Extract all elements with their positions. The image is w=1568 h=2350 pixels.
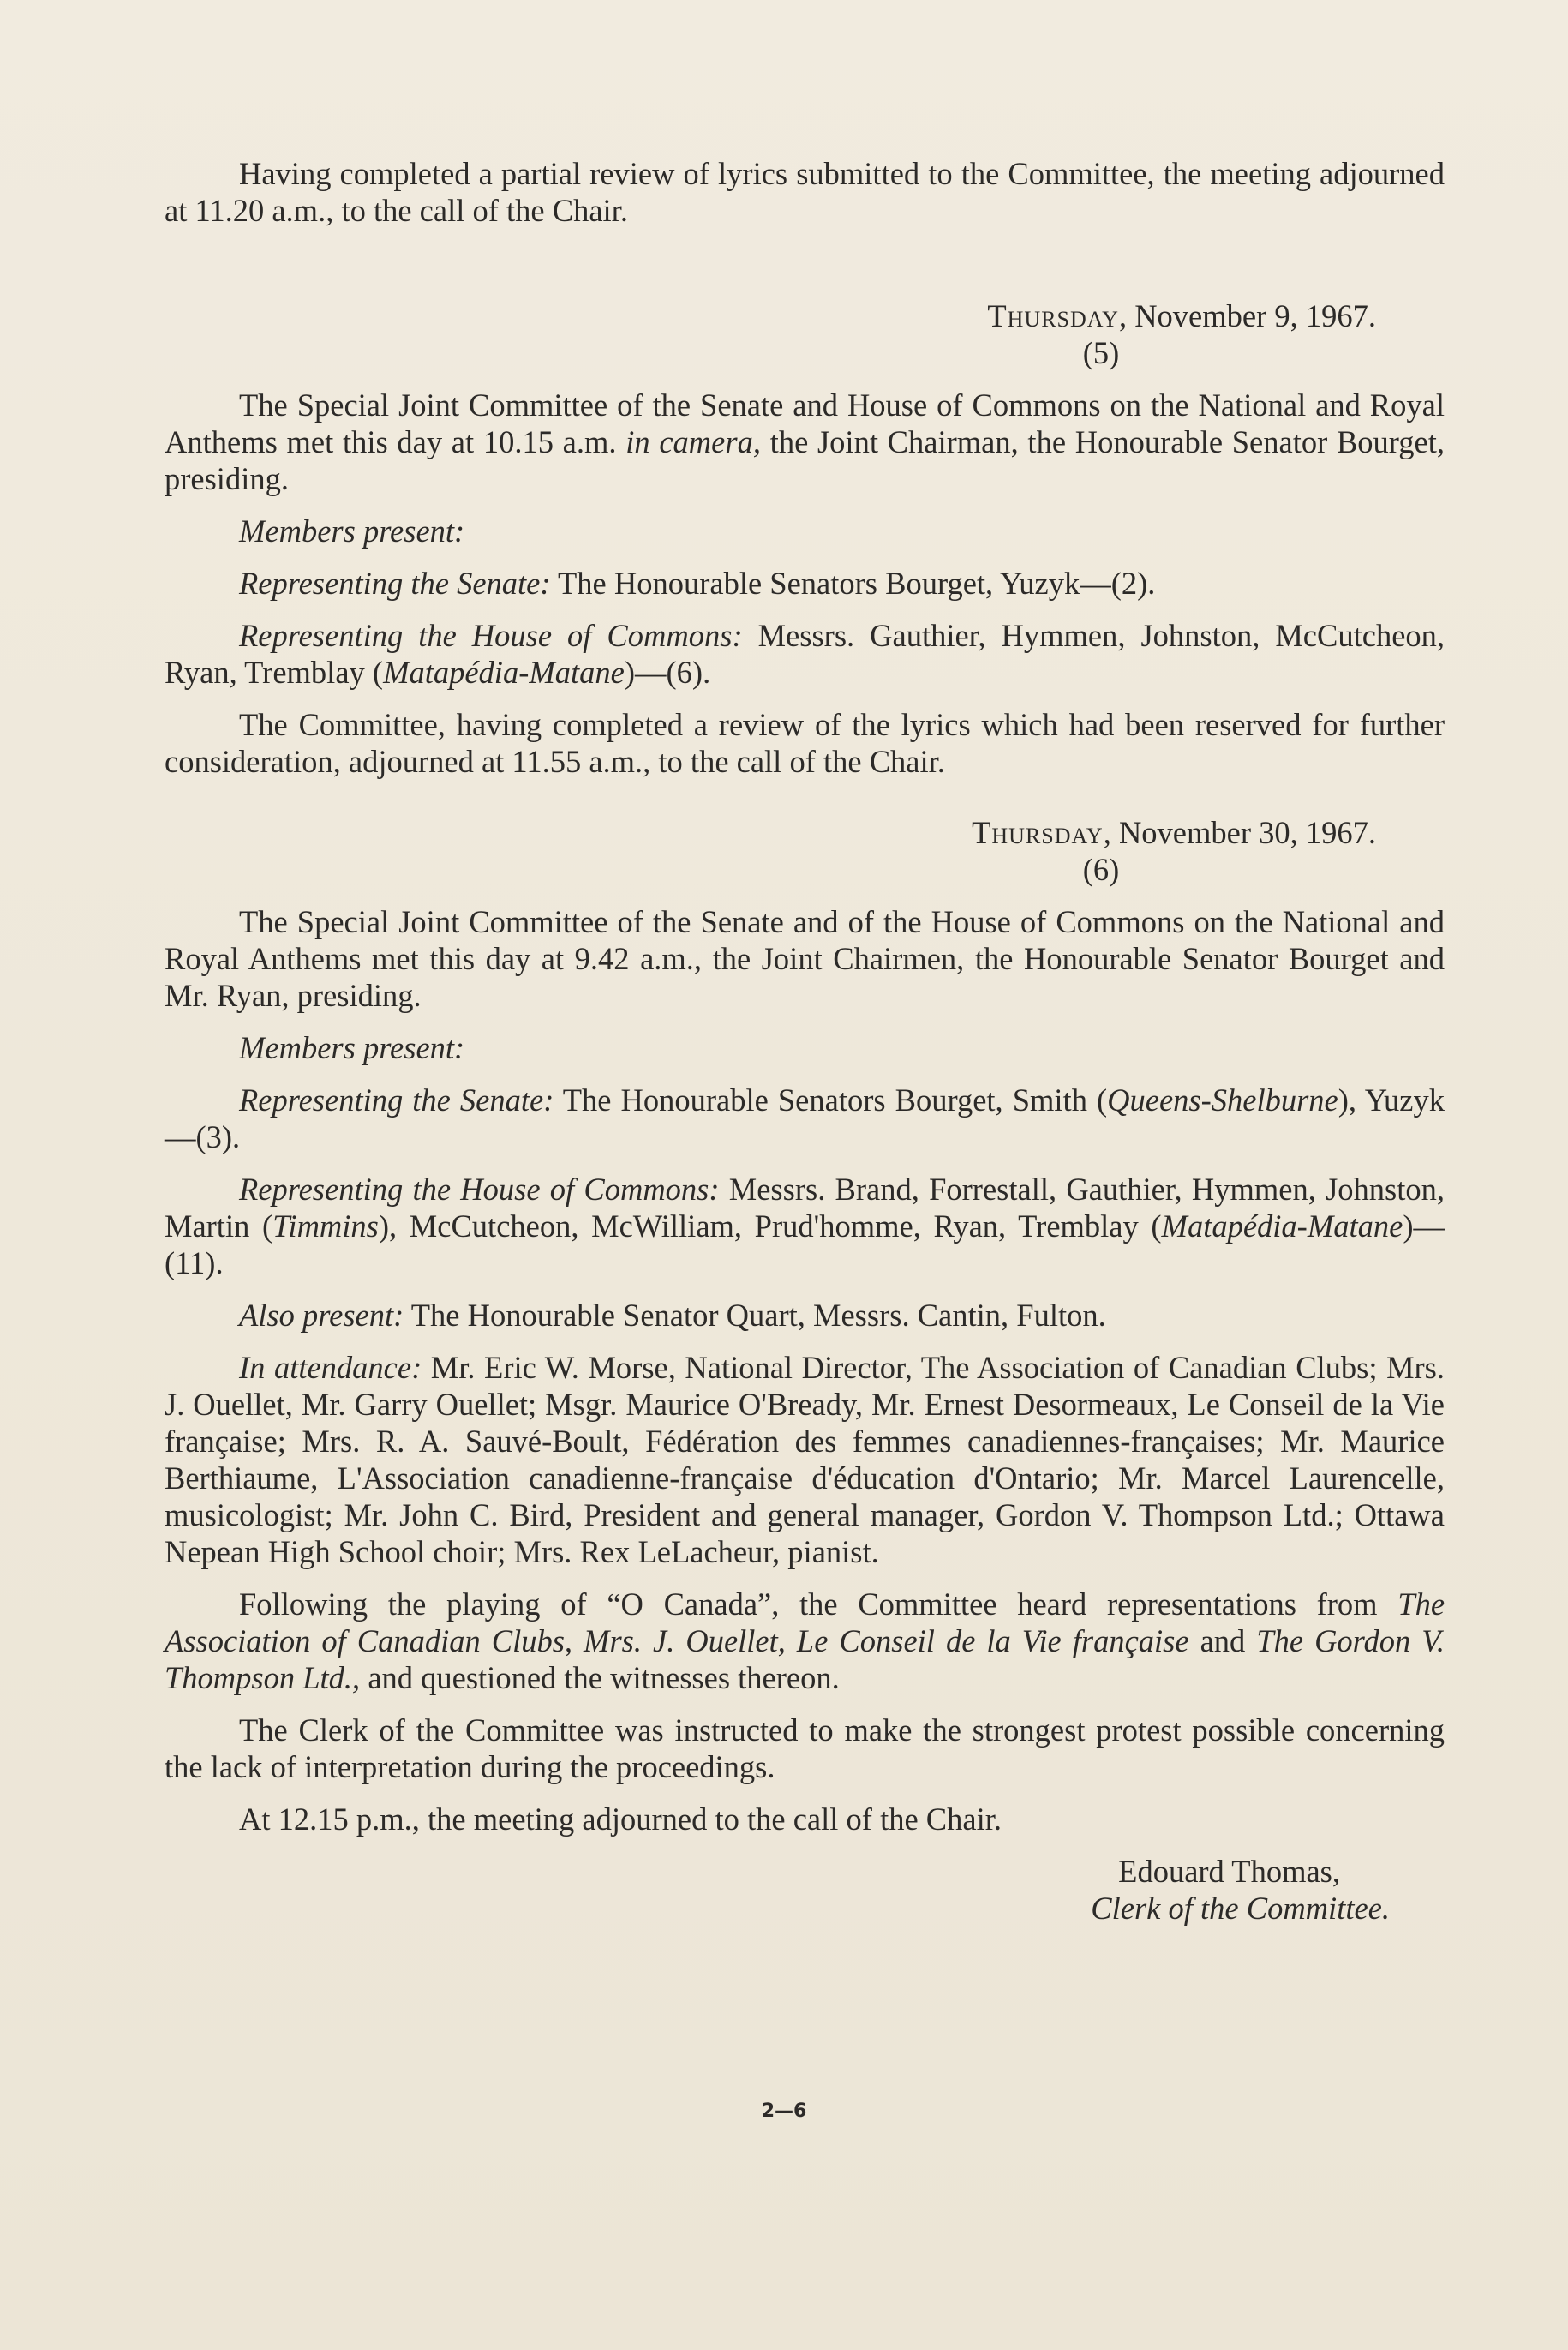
meeting6-members-present (165, 1029, 1445, 1066)
meeting6-commons (165, 1171, 1445, 1281)
document-body (165, 155, 1445, 1927)
meeting6-adjourn: At 12.15 p.m., the meeting adjourned to the call of the Chair. (239, 1801, 1002, 1837)
meeting6-also-text: The Honourable Senator Quart, Messrs. Cantin, Fulton. (410, 1298, 1106, 1333)
meeting6-commons-label: Representing the House of Commons: (239, 1172, 720, 1207)
meeting6-intro: The Special Joint Committee of the Senate and of the House of Commons on the National and Royal Anthems met this day at 9.42 a.m., the Joint Chairmen, the Honourable Senator Bourget and Mr. Ryan, presiding. (165, 904, 1445, 1013)
meeting6-senate-text: The Honourable Senators Bourget, Smith ( (562, 1082, 1108, 1118)
meeting6-attendance-label: In attendance: (239, 1350, 422, 1385)
meeting5-commons-text: Messrs. Gauthier, Hymmen, Johnston, McCutcheon, Ryan, Tremblay ( (165, 618, 1445, 690)
meeting6-following-italic1: The Association of Canadian Clubs, Mrs. J. Ouellet, Le Conseil de la Vie française (165, 1586, 1445, 1658)
meeting5-closing: The Committee, having completed a review of the lyrics which had been reserved for further consideration, adjourned at 11.55 a.m., to the call of the Chair. (165, 707, 1445, 779)
meeting6-following-text3: and questioned the witnesses thereon. (368, 1660, 840, 1695)
meeting6-also-present (165, 1297, 1445, 1334)
meeting5-senate (165, 565, 1445, 602)
meeting6-senate (165, 1082, 1445, 1155)
meeting6-clerk-instruction: The Clerk of the Committee was instructed to make the strongest protest possible concerning the lack of interpretation during the proceedings. (165, 1712, 1445, 1784)
meeting5-number: (5) (1082, 335, 1120, 370)
meeting6-commons-end: )—(11). (165, 1208, 1445, 1280)
meeting6-senate-end: ), Yuzyk—(3). (165, 1082, 1445, 1154)
meeting5-commons-end: )—(6). (624, 655, 711, 690)
meeting5-intro-rest: the Joint Chairman, the Honourable Senator Bourget, presiding. (165, 424, 1445, 496)
signature-name: Edouard Thomas, (1118, 1854, 1340, 1889)
meeting6-number: (6) (1082, 852, 1120, 887)
meeting6-senate-italic: Queens-Shelburne (1107, 1082, 1338, 1118)
meeting5-senate-label: Representing the Senate: (239, 566, 551, 601)
meeting5-senate-text: The Honourable Senators Bourget, Yuzyk—(2). (558, 566, 1156, 601)
meeting6-date: , November 30, 1967. (1103, 815, 1376, 850)
meeting5-date-heading (165, 297, 1445, 334)
meeting6-commons-italic1: Timmins (272, 1208, 379, 1244)
meeting5-commons-italic: Matapédia-Matane (383, 655, 625, 690)
meeting5-commons-label: Representing the House of Commons: (239, 618, 743, 653)
meeting6-following-text2: and (1200, 1623, 1246, 1658)
meeting6-members-label: Members present: (239, 1030, 465, 1065)
signature-title (165, 1890, 1445, 1927)
page-number: 2—6 (761, 2101, 807, 2122)
meeting5-day: Thursday (987, 298, 1119, 333)
meeting6-attendance (165, 1349, 1445, 1570)
meeting6-senate-label: Representing the Senate: (239, 1082, 554, 1118)
meeting5-members-present (165, 513, 1445, 549)
meeting6-following-italic2: The Gordon V. Thompson Ltd., (165, 1623, 1445, 1695)
opening-paragraph: Having completed a partial review of lyrics submitted to the Committee, the meeting adjourned at 11.20 a.m., to the call of the Chair. (165, 156, 1445, 228)
meeting6-day: Thursday (972, 815, 1104, 850)
meeting5-commons (165, 617, 1445, 691)
meeting6-following-text1: Following the playing of “O Canada”, the Committee heard representations from (239, 1586, 1378, 1622)
meeting6-commons-text1: Messrs. Brand, Forrestall, Gauthier, Hymmen, Johnston, Martin ( (165, 1172, 1445, 1244)
meeting5-intro-italic: in camera, (625, 424, 761, 459)
meeting5-intro-text: The Special Joint Committee of the Senate and House of Commons on the National and Royal Anthems met this day at 10.15 a.m. (165, 387, 1445, 459)
meeting6-also-label: Also present: (239, 1298, 404, 1333)
meeting6-date-heading (165, 814, 1445, 851)
meeting5-intro (165, 387, 1445, 497)
meeting6-commons-text2: ), McCutcheon, McWilliam, Prud'homme, Ryan, Tremblay ( (378, 1208, 1162, 1244)
meeting5-members-label: Members present: (239, 513, 465, 549)
meeting6-following (165, 1586, 1445, 1696)
meeting6-commons-italic2: Matapédia-Matane (1161, 1208, 1403, 1244)
meeting5-date: , November 9, 1967. (1118, 298, 1376, 333)
signature-title-text: Clerk of the Committee. (1091, 1891, 1390, 1926)
meeting6-attendance-text: Mr. Eric W. Morse, National Director, The Association of Canadian Clubs; Mrs. J. Ouellet, Mr. Garry Ouellet; Msgr. Maurice O'Bready, Mr. Ernest Desormeaux, Le Conseil de la Vie française; Mrs. R. A. Sauvé-Boult, Fédération des femmes canadiennes-françaises; Mr. Maurice Berthiaume, L'Association canadienne-française d'éducation d'Ontario; Mr. Marcel Laurencelle, musicologist; Mr. John C. Bird, President and general manager, Gordon V. Thompson Ltd.; Ottawa Nepean High School choir; Mrs. Rex LeLacheur, pianist. (165, 1350, 1445, 1569)
